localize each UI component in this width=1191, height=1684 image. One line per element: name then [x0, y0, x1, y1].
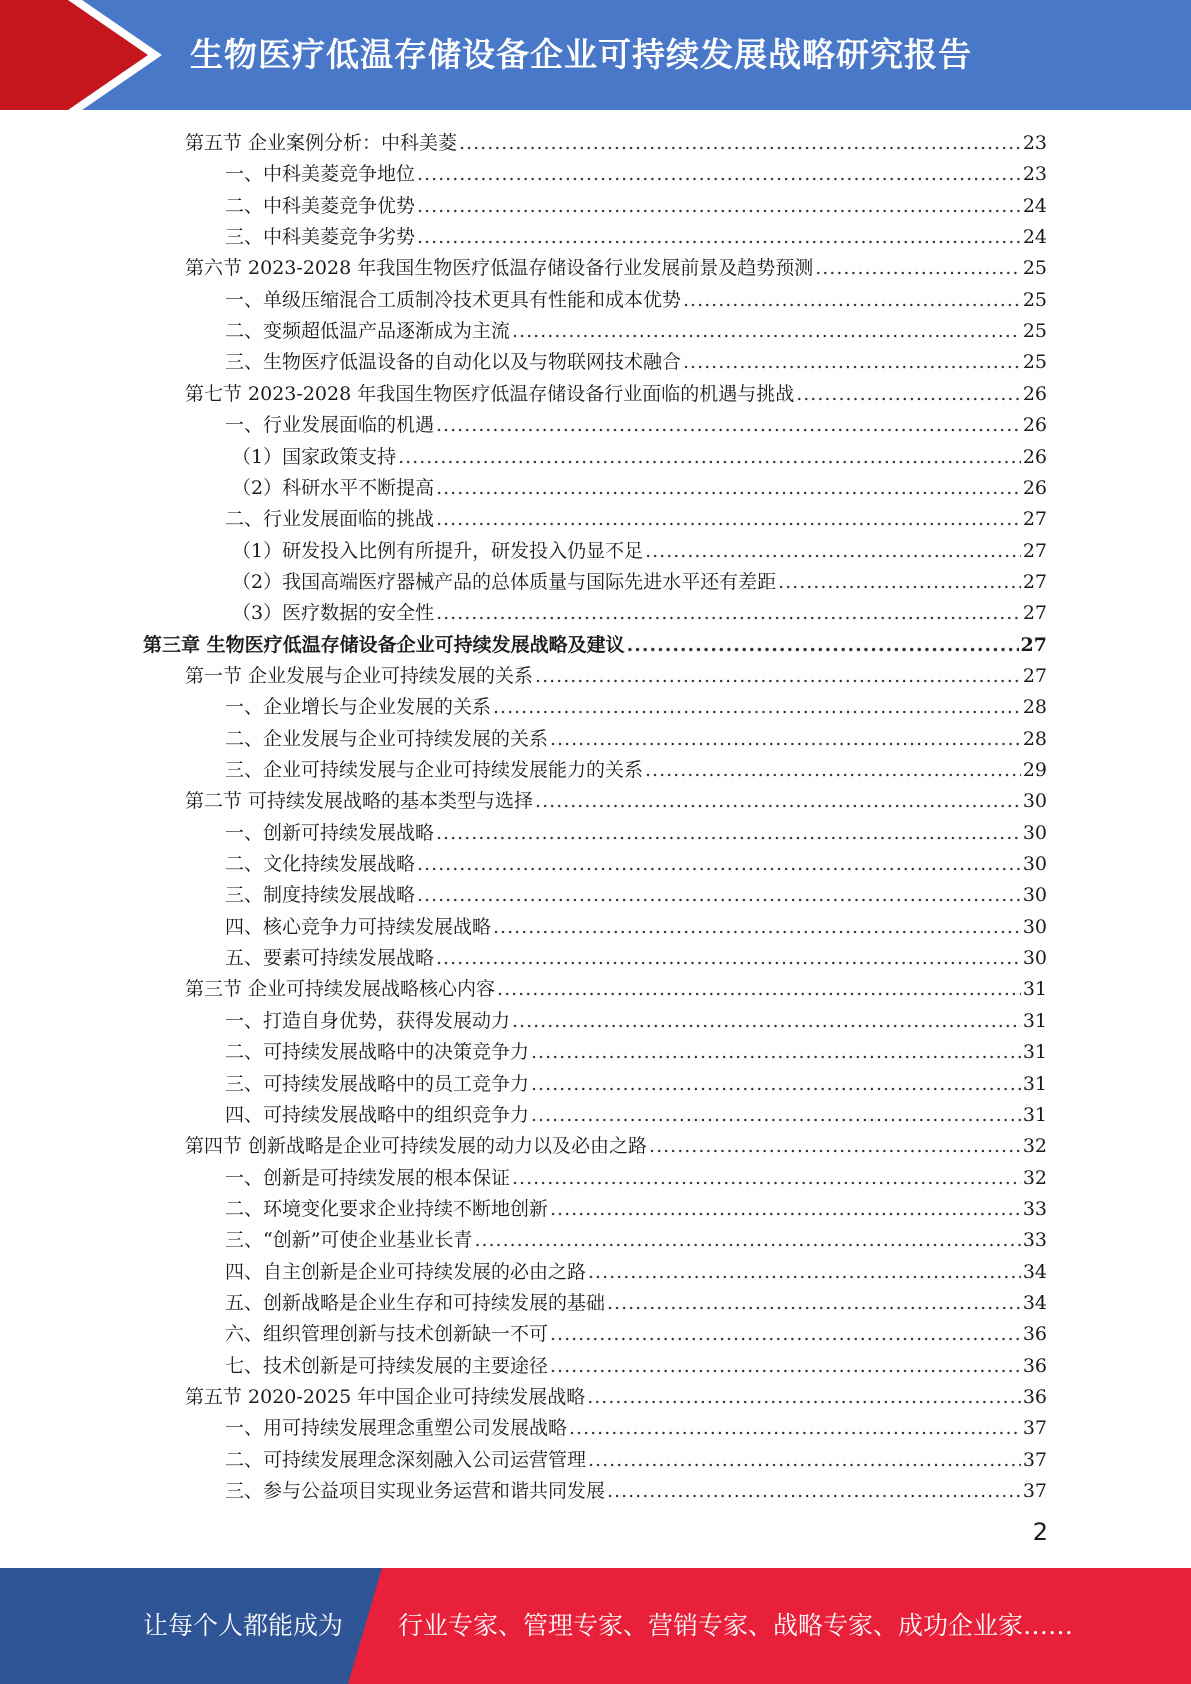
toc-entry[interactable] — [225, 410, 1047, 440]
toc-leader-dots — [398, 442, 1021, 472]
toc-entry-page: 25 — [1022, 320, 1047, 343]
toc-entry-title: 四、可持续发展战略中的组织竞争力 — [225, 1103, 530, 1126]
toc-entry-title: 二、行业发展面临的挑战 — [225, 508, 435, 531]
toc-entry-page: 27 — [1022, 602, 1047, 625]
toc-leader-dots — [417, 849, 1021, 879]
toc-entry-page: 27 — [1020, 633, 1047, 656]
toc-leader-dots — [417, 880, 1021, 910]
toc-entry[interactable] — [232, 442, 1047, 472]
toc-entry-page: 36 — [1022, 1354, 1047, 1377]
toc-entry-page: 24 — [1022, 194, 1047, 217]
toc-leader-dots — [815, 253, 1021, 283]
toc-leader-dots — [436, 943, 1021, 973]
toc-leader-dots — [535, 661, 1021, 691]
toc-leader-dots — [436, 410, 1021, 440]
toc-leader-dots — [588, 1445, 1021, 1475]
toc-leader-dots — [550, 1351, 1021, 1381]
toc-entry[interactable] — [185, 128, 1047, 158]
toc-entry[interactable] — [225, 692, 1047, 722]
toc-entry-title: 七、技术创新是可持续发展的主要途径 — [225, 1354, 549, 1377]
toc-entry[interactable] — [185, 786, 1047, 816]
toc-entry[interactable] — [232, 536, 1047, 566]
toc-entry-title: 一、企业增长与企业发展的关系 — [225, 696, 492, 719]
toc-entry-title: 三、企业可持续发展与企业可持续发展能力的关系 — [225, 759, 644, 781]
toc-leader-dots — [436, 473, 1021, 503]
toc-entry[interactable] — [232, 473, 1047, 503]
toc-entry-title: 二、企业发展与企业可持续发展的关系 — [225, 727, 549, 750]
toc-entry[interactable] — [225, 1288, 1047, 1318]
page-number: 2 — [1032, 1518, 1048, 1546]
toc-entry-page: 27 — [1022, 508, 1047, 531]
toc-entry-title: 三、生物医疗低温设备的自动化以及与物联网技术融合 — [225, 351, 682, 374]
toc-entry-title: 三、参与公益项目实现业务运营和谐共同发展 — [225, 1480, 606, 1503]
toc-leader-dots — [778, 567, 1021, 597]
toc-entry-page: 33 — [1022, 1197, 1047, 1220]
toc-entry-title: 一、单级压缩混合工质制冷技术更具有性能和成本优势 — [225, 288, 682, 311]
toc-entry-page: 24 — [1022, 226, 1047, 249]
toc-leader-dots — [474, 1225, 1020, 1255]
toc-entry-page: 33 — [1022, 1229, 1047, 1252]
toc-entry[interactable] — [225, 1006, 1047, 1036]
toc-leader-dots — [493, 912, 1021, 942]
toc-entry-title: （2）科研水平不断提高 — [232, 476, 435, 499]
toc-entry-title: 第一节 企业发展与企业可持续发展的关系 — [185, 664, 534, 687]
toc-entry[interactable] — [185, 974, 1047, 1004]
toc-entry-title: 一、创新是可持续发展的根本保证 — [225, 1166, 511, 1189]
toc-entry-title: （3）医疗数据的安全性 — [232, 602, 435, 625]
toc-leader-dots — [512, 1163, 1021, 1193]
toc-entry-page: 23 — [1022, 132, 1047, 154]
toc-entry-page: 26 — [1022, 445, 1047, 468]
toc-leader-dots — [645, 536, 1021, 566]
toc-leader-dots — [550, 1319, 1021, 1349]
toc-entry[interactable] — [143, 630, 1047, 660]
toc-entry[interactable] — [185, 1382, 1047, 1412]
toc-entry-title: 四、自主创新是企业可持续发展的必由之路 — [225, 1260, 587, 1283]
toc-entry-page: 23 — [1022, 163, 1047, 186]
toc-leader-dots — [649, 1131, 1021, 1161]
page-footer — [0, 1568, 1191, 1684]
toc-entry[interactable] — [225, 1069, 1047, 1099]
toc-entry-title: 第五节 2020-2025 年中国企业可持续发展战略 — [185, 1386, 586, 1408]
toc-entry[interactable] — [225, 755, 1047, 785]
toc-entry-title: 二、变频超低温产品逐渐成为主流 — [225, 320, 511, 343]
toc-leader-dots — [531, 1100, 1021, 1130]
toc-entry[interactable] — [225, 1476, 1047, 1506]
toc-entry-page: 31 — [1022, 1009, 1047, 1032]
toc-entry-title: 三、制度持续发展战略 — [225, 884, 416, 907]
toc-leader-dots — [531, 1037, 1021, 1067]
toc-entry-title: 一、行业发展面临的机遇 — [225, 414, 435, 437]
toc-entry-page: 26 — [1022, 476, 1047, 499]
toc-leader-dots — [569, 1413, 1021, 1443]
toc-entry-page: 31 — [1022, 978, 1047, 1001]
toc-entry-title: 第七节 2023-2028 年我国生物医疗低温存储设备行业面临的机遇与挑战 — [185, 382, 795, 405]
toc-entry-page: 31 — [1022, 1072, 1047, 1095]
toc-leader-dots — [550, 724, 1021, 754]
toc-entry-page: 26 — [1022, 382, 1047, 405]
toc-entry-title: （2）我国高端医疗器械产品的总体质量与国际先进水平还有差距 — [232, 570, 777, 593]
toc-entry-page: 27 — [1022, 664, 1047, 687]
toc-entry-title: 第三章 生物医疗低温存储设备企业可持续发展战略及建议 — [143, 633, 625, 656]
toc-entry-page: 25 — [1022, 288, 1047, 311]
toc-entry[interactable] — [225, 1413, 1047, 1443]
toc-leader-dots — [493, 692, 1021, 722]
toc-entry-title: 五、要素可持续发展战略 — [225, 947, 435, 970]
toc-leader-dots — [645, 755, 1021, 785]
toc-leader-dots — [588, 1257, 1021, 1287]
toc-entry-page: 30 — [1022, 884, 1047, 907]
toc-entry-page: 37 — [1022, 1448, 1047, 1471]
toc-leader-dots — [497, 974, 1021, 1004]
toc-entry-page: 32 — [1022, 1166, 1047, 1189]
toc-entry-page: 37 — [1022, 1480, 1047, 1503]
toc-leader-dots — [459, 128, 1021, 158]
toc-entry-title: 第五节 企业案例分析：中科美菱 — [185, 132, 458, 154]
toc-entry[interactable] — [185, 661, 1047, 691]
toc-entry[interactable] — [225, 849, 1047, 879]
toc-entry-title: 三、中科美菱竞争劣势 — [225, 226, 416, 249]
toc-leader-dots — [436, 504, 1021, 534]
toc-entry[interactable] — [225, 818, 1047, 848]
toc-entry[interactable] — [225, 347, 1047, 377]
toc-entry-page: 25 — [1022, 257, 1047, 280]
toc-entry[interactable] — [225, 1319, 1047, 1349]
toc-entry-page: 28 — [1022, 727, 1047, 750]
toc-entry-page: 37 — [1022, 1417, 1047, 1440]
toc-entry[interactable] — [225, 191, 1047, 221]
toc-entry-title: 三、可持续发展战略中的员工竞争力 — [225, 1072, 530, 1095]
toc-leader-dots — [683, 347, 1021, 377]
toc-leader-dots — [607, 1288, 1021, 1318]
toc-entry-page: 25 — [1022, 351, 1047, 374]
toc-entry-title: 二、可持续发展理念深刻融入公司运营管理 — [225, 1448, 587, 1471]
toc-entry-page: 36 — [1022, 1323, 1047, 1346]
toc-entry[interactable] — [225, 1257, 1047, 1287]
toc-entry[interactable] — [225, 724, 1047, 754]
toc-leader-dots — [436, 818, 1021, 848]
toc-entry-page: 30 — [1022, 915, 1047, 938]
toc-entry-title: 一、创新可持续发展战略 — [225, 821, 435, 844]
toc-leader-dots — [535, 786, 1021, 816]
toc-leader-dots — [627, 630, 1019, 660]
toc-entry[interactable] — [225, 1351, 1047, 1381]
toc-entry[interactable] — [225, 1225, 1047, 1255]
toc-entry[interactable] — [232, 567, 1047, 597]
page-header — [0, 0, 1191, 110]
toc-entry-title: 六、组织管理创新与技术创新缺一不可 — [225, 1323, 549, 1346]
toc-entry-title: 二、可持续发展战略中的决策竞争力 — [225, 1041, 530, 1064]
toc-entry-title: （1）研发投入比例有所提升，研发投入仍显不足 — [232, 539, 644, 562]
toc-entry[interactable] — [225, 316, 1047, 346]
toc-entry[interactable] — [225, 943, 1047, 973]
toc-entry[interactable] — [225, 1194, 1047, 1224]
toc-entry-title: 第二节 可持续发展战略的基本类型与选择 — [185, 790, 534, 813]
toc-entry[interactable] — [225, 1037, 1047, 1067]
toc-entry-page: 30 — [1022, 790, 1047, 813]
toc-leader-dots — [587, 1382, 1021, 1412]
toc-entry-title: 一、用可持续发展理念重塑公司发展战略 — [225, 1417, 568, 1440]
toc-entry[interactable] — [185, 379, 1047, 409]
toc-leader-dots — [512, 1006, 1021, 1036]
toc-entry-title: 第三节 企业可持续发展战略核心内容 — [185, 978, 496, 1001]
toc-entry-page: 34 — [1022, 1260, 1047, 1283]
toc-entry-title: 二、环境变化要求企业持续不断地创新 — [225, 1197, 549, 1220]
toc-entry-title: 一、打造自身优势，获得发展动力 — [225, 1009, 511, 1032]
toc-entry-page: 28 — [1022, 696, 1047, 719]
toc-entry[interactable] — [225, 159, 1047, 189]
toc-entry-title: 二、文化持续发展战略 — [225, 853, 416, 876]
toc-entry[interactable] — [232, 598, 1047, 628]
toc-entry-page: 30 — [1022, 947, 1047, 970]
toc-entry[interactable] — [225, 1445, 1047, 1475]
toc-entry-page: 27 — [1022, 570, 1047, 593]
toc-entry[interactable] — [185, 1131, 1047, 1161]
toc-entry-page: 32 — [1022, 1135, 1047, 1158]
toc-entry-page: 30 — [1022, 821, 1047, 844]
toc-entry-page: 30 — [1022, 853, 1047, 876]
toc-leader-dots — [531, 1069, 1021, 1099]
header-title: 生物医疗低温存储设备企业可持续发展战略研究报告 — [190, 35, 972, 74]
toc-entry[interactable] — [225, 1100, 1047, 1130]
toc-entry-title: （1）国家政策支持 — [232, 445, 397, 468]
toc-leader-dots — [512, 316, 1021, 346]
toc-entry-title: 第四节 创新战略是企业可持续发展的动力以及必由之路 — [185, 1135, 648, 1158]
toc-entry-title: 一、中科美菱竞争地位 — [225, 163, 416, 186]
toc-entry[interactable] — [225, 1163, 1047, 1193]
toc-entry-title: 三、“创新”可使企业基业长青 — [225, 1229, 473, 1252]
toc-leader-dots — [436, 598, 1021, 628]
toc-entry-page: 34 — [1022, 1291, 1047, 1314]
toc-leader-dots — [683, 285, 1021, 315]
toc-entry[interactable] — [225, 912, 1047, 942]
toc-entry-title: 五、创新战略是企业生存和可持续发展的基础 — [225, 1291, 606, 1314]
toc-entry-page: 31 — [1022, 1103, 1047, 1126]
toc-entry[interactable] — [225, 222, 1047, 252]
footer-slogan-left: 让每个人都能成为 — [143, 1611, 344, 1640]
toc-entry-page: 26 — [1022, 414, 1047, 437]
toc-leader-dots — [796, 379, 1021, 409]
toc-entry-page: 31 — [1022, 1041, 1047, 1064]
footer-slogan-right: 行业专家、管理专家、营销专家、战略专家、成功企业家…… — [398, 1611, 1074, 1640]
toc-entry[interactable] — [225, 880, 1047, 910]
toc-entry-title: 二、中科美菱竞争优势 — [225, 194, 416, 217]
toc-leader-dots — [417, 159, 1021, 189]
toc-entry-page: 29 — [1022, 759, 1047, 781]
toc-entry[interactable] — [225, 504, 1047, 534]
toc-leader-dots — [607, 1476, 1021, 1506]
toc-leader-dots — [550, 1194, 1021, 1224]
toc-entry[interactable] — [185, 253, 1047, 283]
toc-leader-dots — [417, 222, 1021, 252]
toc-entry-page: 36 — [1022, 1386, 1047, 1408]
toc-entry-title: 四、核心竞争力可持续发展战略 — [225, 915, 492, 938]
toc-entry[interactable] — [225, 285, 1047, 315]
toc-entry-title: 第六节 2023-2028 年我国生物医疗低温存储设备行业发展前景及趋势预测 — [185, 257, 814, 280]
toc-entry-page: 27 — [1022, 539, 1047, 562]
toc-leader-dots — [417, 191, 1021, 221]
